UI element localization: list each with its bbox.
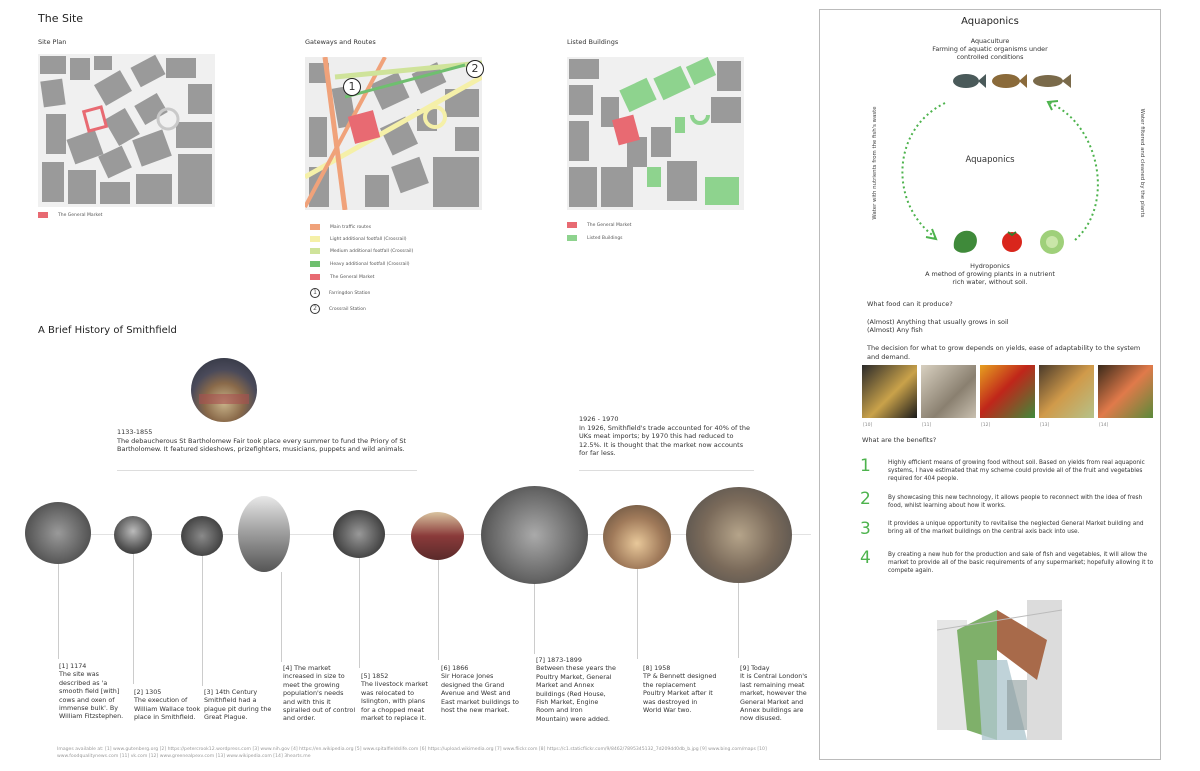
aquaponics-cycle [880,95,1100,245]
event-head: [1] 1174 [59,662,87,670]
legend-label: Medium additional footfall (Crossrail) [330,248,414,254]
timeline-line [438,560,439,660]
legend-swatch [310,224,320,230]
history-feature-left [117,428,417,454]
timeline-event-3 [204,688,280,722]
legend-label: The General Market [330,274,375,280]
feature-date: 1926 - 1970 [579,415,619,423]
listed-label: Listed Buildings [567,38,619,46]
divider [117,470,417,471]
fish-icon [992,74,1027,88]
tomato-icon [1002,232,1022,252]
legend-row [567,235,623,241]
timeline-event-9 [740,664,816,723]
legend-row [310,261,410,267]
event-text: The livestock market was relocated to Islington, with plans for a chopped meat market to replace it. [361,680,428,723]
timeline-event-4 [283,664,357,723]
timeline-image-today [686,487,792,583]
legend-row [310,304,366,314]
fish-icon [953,74,986,88]
interior-render [937,600,1062,748]
food-image-fish [921,365,976,418]
fair-image [191,358,257,422]
legend-label: The General Market [58,212,103,218]
timeline-line [58,564,59,659]
food-answer-1: (Almost) Anything that usually grows in soil [867,318,1009,326]
benefit-text: By creating a new hub for the production and sale of fish and vegetables, it will allow the market to provide all of the basic requirements of any supermarket; hopefully allowing it to compete again. [888,552,1154,574]
timeline-line [359,558,360,668]
image-sources: Images available at: [1] www.gutenberg.org [2] https://petercrook12.wordpress.com [3] www.nih.gov [4] https://en.wikipedia.org [5] www.spitalfieldslife.com [6] https://upload.wikimedia.org [7] www.flickr.com [8] https://c1.staticflickr.com/9/8462/7895345132_7d209dd0db_b.jpg [9] www.bing.com/maps [10] www.foodqualitynews.com [11] vk.com [12] www.greenealpexv.com [13] www.wikipedia.com [14] 3hearts.me [57,747,767,759]
legend-swatch [310,236,320,242]
legend-swatch [567,222,577,228]
fish-icons [950,70,1075,92]
station-number: 2 [310,304,320,314]
legend-label: Farringdon Station [329,290,371,296]
food-caption: [13] [1040,423,1050,428]
food-answer-2: (Almost) Any fish [867,326,923,334]
benefit-text: It provides a unique opportunity to revitalise the neglected General Market building and bring all of the market buildings on the central axis back into use. [888,521,1144,535]
legend-row [567,222,631,228]
timeline-event-8 [643,664,717,714]
aquaculture-desc: Farming of aquatic organisms under controlled conditions [932,45,1048,61]
benefits-question: What are the benefits? [862,436,937,444]
timeline-line [281,572,282,662]
left-arrow-label: Water with nutrients from the fish's waste [872,106,878,220]
legend-row [310,274,374,280]
gateways-label: Gateways and Routes [305,38,376,46]
event-head: [8] 1958 [643,664,671,672]
hydroponics-title: Hydroponics [970,262,1010,270]
lettuce-icon [954,231,977,253]
benefit-text: By showcasing this new technology, it allows people to reconnect with the idea of fresh food, whilst learning about how it works. [888,495,1143,509]
gateways-map [305,57,482,210]
timeline-image-1305 [114,516,152,554]
food-caption: [12] [981,423,991,428]
food-image-mussels [862,365,917,418]
timeline-image-1873 [481,486,588,584]
timeline-line [738,583,739,658]
event-head: [6] 1866 [441,664,469,672]
farringdon-marker: 1 [343,78,361,96]
station-number: 1 [310,288,320,298]
food-caption: [14] [1099,423,1109,428]
benefit-number: 2 [860,489,871,509]
site-plan-map [38,54,215,207]
crossrail-marker: 2 [466,60,484,78]
history-title: A Brief History of Smithfield [38,325,177,336]
event-text: TP & Bennett designed the replacement Poultry Market after it was destroyed in World War two. [643,672,717,715]
timeline-image-1174 [25,502,91,564]
event-head: [2] 1305 [134,688,162,696]
food-question: What food can it produce? [867,300,953,308]
vegetable-icons [950,226,1075,256]
cabbage-icon [1040,230,1064,254]
aquaponics-title: Aquaponics [961,16,1019,27]
event-text: Smithfield had a plague pit during the Great Plague. [204,696,272,722]
cycle-center-label: Aquaponics [965,155,1015,165]
timeline-image-14th-century [181,516,223,556]
legend-label: Main traffic routes [330,224,372,230]
event-head: [5] 1852 [361,672,389,680]
hydroponics-desc: A method of growing plants in a nutrient rich water, without soil. [925,270,1055,286]
timeline-image-1958 [603,505,671,569]
divider [579,470,754,471]
legend-swatch [310,248,320,254]
timeline-event-6 [441,664,519,714]
aquaculture-block [919,37,1061,61]
timeline-event-5 [361,672,433,722]
timeline-event-1 [59,662,131,721]
legend-label: Light additional footfall (Crossrail) [330,236,407,242]
timeline-event-7 [536,656,616,723]
timeline-line [202,556,203,686]
event-text: Between these years the Poultry Market, General Market and Annex buildings (Red House, Fish Market, Engine Room and Iron Mountain) were added. [536,664,616,723]
right-arrow-label: Water filtered and cleaned by the plants [1139,108,1145,218]
event-head: [9] Today [740,664,770,672]
site-title: The Site [38,12,84,25]
legend-row [310,288,370,298]
site-plan-label: Site Plan [38,38,67,46]
legend-row [310,236,407,242]
legend-label: The General Market [587,222,632,228]
history-feature-right [579,415,754,458]
food-image-vegetables [980,365,1035,418]
food-image-fish-chips [1039,365,1094,418]
event-head: [3] 14th Century [204,688,258,696]
timeline-image-1852 [333,510,385,558]
timeline-image-market-growth [238,496,290,572]
feature-text: In 1926, Smithfield's trade accounted for 40% of the UKs meat imports; by 1970 this had reduced to 12.5%. It is thought that the market now accounts for far less. [579,423,750,457]
benefit-number: 1 [860,456,871,476]
feature-text: The debaucherous St Bartholomew Fair took place every summer to fund the Priory of St Bartholomew. It featured sideshows, prizefighters, musicians, puppets and wild animals. [117,436,407,453]
timeline-image-1866 [411,512,464,560]
timeline-line [133,554,134,684]
food-caption: [10] [863,423,873,428]
gateways-legend [310,224,460,319]
legend-row [310,248,413,254]
timeline-line [637,569,638,659]
benefit-number: 4 [860,548,871,568]
legend-label: Heavy additional footfall (Crossrail) [330,261,410,267]
legend-label: Crossrail Station [329,306,366,312]
fair-crowd [199,394,249,404]
aquaculture-title: Aquaculture [970,37,1010,45]
event-head: [7] 1873-1899 [536,656,582,664]
legend-swatch [310,261,320,267]
listed-legend [567,222,687,244]
benefit-text: Highly efficient means of growing food without soil. Based on yields from real aquaponic systems, I have estimated that my scheme could provide all of the fruit and vegetables required for 404 people. [888,460,1145,482]
food-caption: [11] [922,423,932,428]
legend-swatch [567,235,577,241]
event-text: Sir Horace Jones designed the Grand Avenue and West and East market buildings to host the new market. [441,672,519,715]
event-text: The execution of William Wallace took place in Smithfield. [134,696,201,722]
timeline-event-2 [134,688,204,722]
legend-row [38,212,102,218]
food-decision: The decision for what to grow depends on yields, ease of adaptability to the system and demand. [867,344,1141,361]
fish-icon [1033,74,1071,88]
benefit-number: 3 [860,519,871,539]
legend-label: Listed Buildings [587,235,623,241]
hydroponics-block [919,262,1061,286]
event-text: It is Central London's last remaining meat market, however the General Market and Annex buildings are now disused. [740,672,808,723]
event-text: The site was described as 'a smooth field [with] cows and oxen of immense bulk'. By William Fitzstephen. [59,670,124,721]
listed-map [567,57,744,210]
food-image-salmon [1098,365,1153,418]
legend-swatch [310,274,320,280]
legend-row [310,224,371,230]
timeline-line [534,584,535,654]
legend-swatch [38,212,48,218]
feature-date: 1133-1855 [117,428,153,436]
event-text: increased in size to meet the growing population's needs and with this it spiralled out of control and order. [283,672,356,723]
event-head: [4] The market [283,664,331,672]
